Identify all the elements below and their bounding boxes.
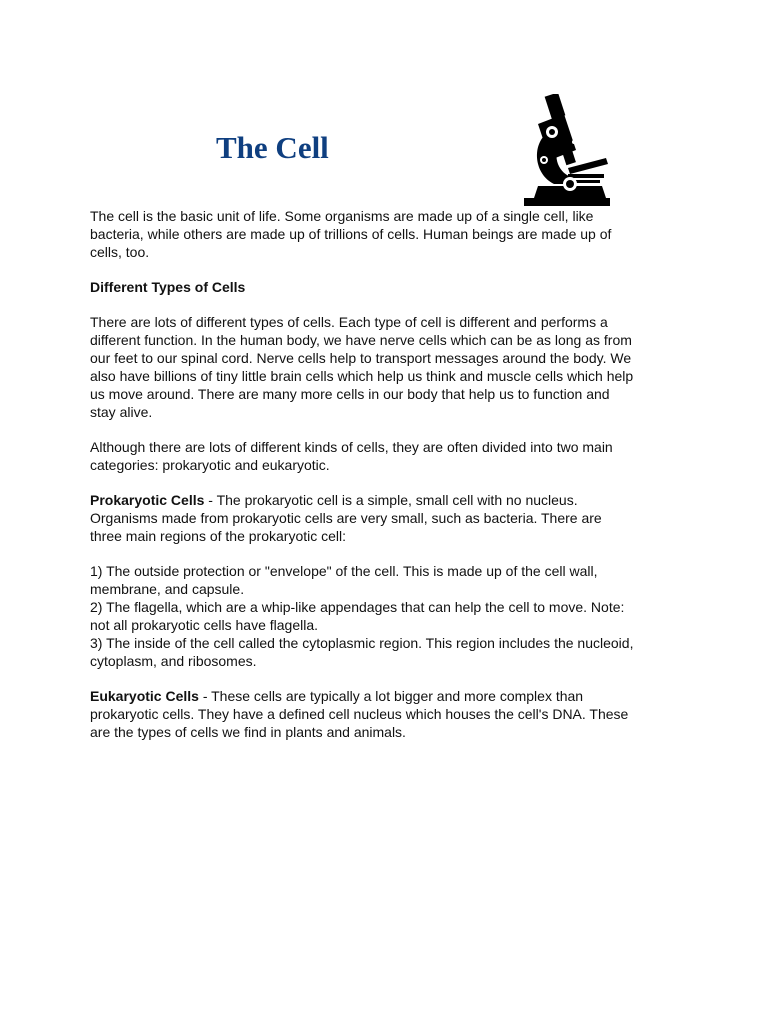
text-line: cells, too.: [90, 244, 150, 260]
text-line: stay alive.: [90, 404, 153, 420]
text-line: 3) The inside of the cell called the cytoplasmic region. This region includes the nucleoid,: [90, 635, 634, 651]
text-line: [90, 687, 700, 705]
text-line-rest: - The prokaryotic cell is a simple, small cell with no nucleus.: [204, 492, 578, 508]
text-line: 1) The outside protection or "envelope" of the cell. This is made up of the cell wall,: [90, 563, 598, 579]
text-line: also have billions of tiny little brain cells which help us think and muscle cells which help: [90, 368, 634, 384]
text-line: three main regions of the prokaryotic cell:: [90, 528, 347, 544]
text-line: prokaryotic cells. They have a defined cell nucleus which houses the cell's DNA. These: [90, 706, 629, 722]
paragraph: [90, 562, 700, 670]
section-heading: Different Types of Cells: [90, 279, 246, 295]
text-line: are the types of cells we find in plants and animals.: [90, 724, 406, 740]
text-line: The cell is the basic unit of life. Some organisms are made up of a single cell, like: [90, 208, 594, 224]
paragraph: [90, 491, 700, 545]
text-line: Organisms made from prokaryotic cells are very small, such as bacteria. There are: [90, 510, 602, 526]
text-line: cytoplasm, and ribosomes.: [90, 653, 257, 669]
text-line: There are lots of different types of cells. Each type of cell is different and performs a: [90, 314, 608, 330]
text-line: 2) The flagella, which are a whip-like appendages that can help the cell to move. Note:: [90, 599, 625, 615]
text-line-rest: - These cells are typically a lot bigger and more complex than: [198, 688, 584, 704]
paragraph: [90, 313, 700, 421]
text-line: [90, 491, 700, 509]
text-line: categories: prokaryotic and eukaryotic.: [90, 457, 330, 473]
text-line: membrane, and capsule.: [90, 581, 245, 597]
text-line: not all prokaryotic cells have flagella.: [90, 617, 319, 633]
paragraph: [90, 687, 700, 741]
text-line: our feet to our spinal cord. Nerve cells help to transport messages around the body. We: [90, 350, 632, 366]
paragraph: [90, 438, 700, 474]
bold-term: Eukaryotic Cells: [90, 688, 199, 704]
microscope-icon: [524, 94, 614, 206]
paragraph: [90, 207, 700, 261]
page-title: The Cell: [216, 130, 329, 165]
text-line: bacteria, while others are made up of trillions of cells. Human beings are made up of: [90, 226, 612, 242]
text-line: Although there are lots of different kinds of cells, they are often divided into two main: [90, 439, 613, 455]
document-body: [90, 207, 700, 758]
text-line: different function. In the human body, we have nerve cells which can be as long as from: [90, 332, 632, 348]
bold-term: Prokaryotic Cells: [90, 492, 205, 508]
text-line: us move around. There are many more cells in our body that help us to function and: [90, 386, 610, 402]
